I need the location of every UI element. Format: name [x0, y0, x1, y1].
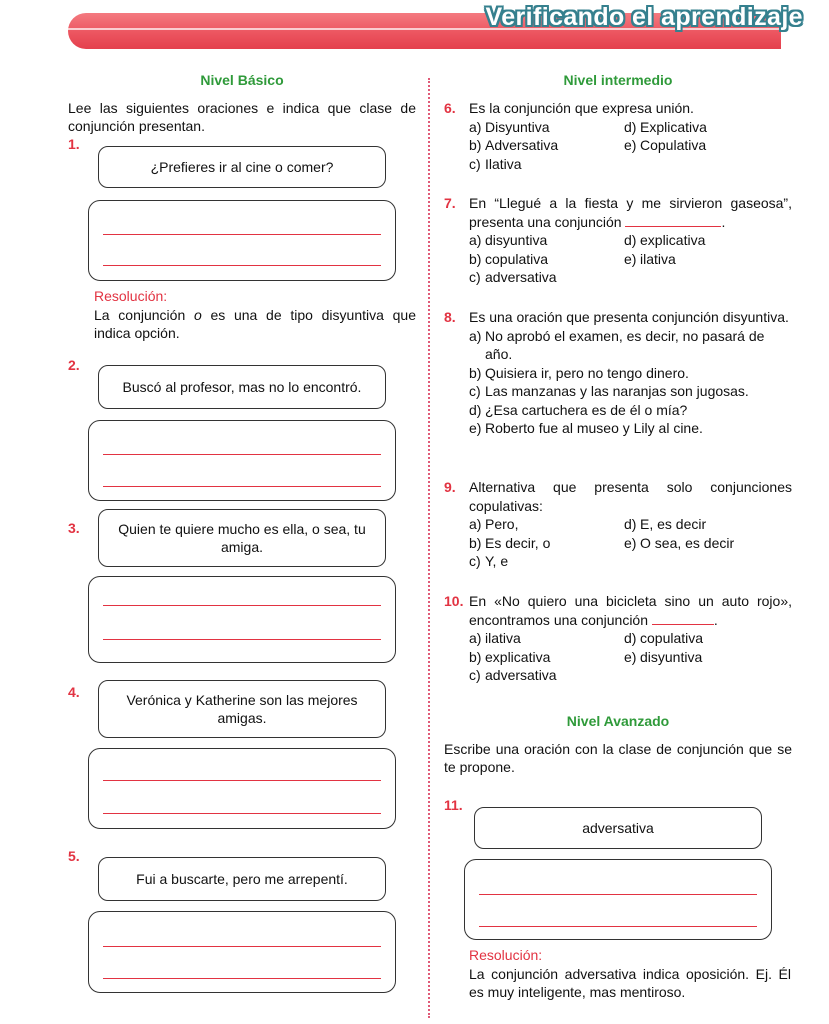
question-number: 7. [444, 195, 456, 211]
option[interactable]: e) O sea, es decir [624, 534, 735, 551]
fill-blank[interactable] [625, 214, 721, 227]
answer-line[interactable] [103, 813, 381, 814]
item-number: 5. [68, 848, 80, 864]
answer-line[interactable] [479, 926, 757, 927]
sentence-text: Quien te quiere mucho es ella, o sea, tu amiga. [118, 521, 366, 555]
sentence-box [98, 146, 386, 188]
answer-line[interactable] [103, 605, 381, 606]
conjunction-type: adversativa [582, 820, 654, 836]
answer-box[interactable] [88, 748, 396, 829]
question-8 [444, 308, 792, 438]
fill-blank[interactable] [652, 612, 714, 625]
answer-line[interactable] [103, 486, 381, 487]
sentence-box [98, 857, 386, 901]
answer-line[interactable] [103, 978, 381, 979]
option[interactable]: c) adversativa [469, 667, 557, 683]
answer-line[interactable] [103, 454, 381, 455]
item-number: 3. [68, 520, 80, 536]
option[interactable]: b) Adversativa [469, 137, 559, 153]
answer-box[interactable] [464, 859, 772, 940]
option[interactable]: a) ilativa [469, 630, 521, 646]
answer-box[interactable] [88, 576, 396, 663]
answer-line[interactable] [103, 234, 381, 235]
option[interactable]: c) Las manzanas y las naranjas son jugosas. [469, 383, 749, 399]
sentence-box [98, 365, 386, 409]
sentence-box [98, 680, 386, 738]
resolution-label: Resolución: [469, 947, 543, 963]
question-number: 9. [444, 479, 456, 495]
option[interactable]: d) copulativa [624, 630, 704, 646]
question-stem: En “Llegué a la fiesta y me sirvieron gaseosa”, presenta una conjunción . [469, 195, 792, 230]
option[interactable]: b) explicativa [469, 648, 551, 665]
option[interactable]: a) Disyuntiva [469, 118, 550, 135]
options-list [469, 327, 792, 438]
question-9 [444, 478, 792, 571]
option[interactable]: a) No aprobó el examen, es decir, no pasará de año. [469, 327, 765, 362]
question-number: 8. [444, 309, 456, 325]
question-number: 10. [444, 593, 464, 609]
option[interactable]: c) adversativa [469, 269, 557, 285]
answer-line[interactable] [479, 894, 757, 895]
resolution-text: La conjunción o es una de tipo disyuntiva que indica opción. [94, 307, 416, 341]
question-stem: Alternativa que presenta solo conjunciones copulativas: [469, 479, 792, 514]
question-stem: En «No quiero una bicicleta sino un auto rojo», encontramos una conjunción . [469, 593, 792, 628]
options-list [469, 515, 792, 571]
option[interactable]: a) disyuntiva [469, 232, 548, 248]
question-number: 6. [444, 100, 456, 116]
option[interactable]: e) ilativa [624, 250, 676, 267]
resolution-label: Resolución: [94, 288, 168, 304]
question-7 [444, 194, 792, 287]
option[interactable]: e) disyuntiva [624, 648, 703, 665]
advanced-level-heading: Nivel Avanzado [566, 713, 670, 729]
option[interactable]: e) Copulativa [624, 137, 707, 153]
item-number: 11. [444, 797, 463, 813]
answer-line[interactable] [103, 639, 381, 640]
sentence-text: Verónica y Katherine son las mejores amigas. [126, 692, 358, 726]
answer-line[interactable] [103, 946, 381, 947]
intermediate-level-heading: Nivel intermedio [563, 72, 673, 88]
option[interactable]: b) Quisiera ir, pero no tengo dinero. [469, 364, 689, 381]
sentence-box [98, 509, 386, 567]
item-number: 2. [68, 357, 80, 373]
answer-box[interactable] [88, 911, 396, 993]
item-number: 1. [68, 136, 80, 152]
options-list [469, 118, 792, 174]
answer-box[interactable] [88, 200, 396, 281]
option[interactable]: a) Pero, [469, 516, 519, 532]
column-divider [428, 78, 430, 1018]
page-title: Verificando el aprendizaje [485, 3, 803, 31]
option[interactable]: c) Y, e [469, 553, 509, 569]
question-6 [444, 99, 792, 173]
options-list [469, 231, 792, 287]
option[interactable]: d) ¿Esa cartuchera es de él o mía? [469, 401, 688, 418]
sentence-text: ¿Prefieres ir al cine o comer? [150, 159, 334, 175]
option[interactable]: d) explicativa [624, 232, 706, 248]
question-10 [444, 592, 792, 685]
option[interactable]: d) Explicativa [624, 118, 707, 135]
conjunction-type-box [474, 807, 762, 849]
sentence-text: Fui a buscarte, pero me arrepentí. [136, 871, 348, 887]
sentence-text: Buscó al profesor, mas no lo encontró. [122, 379, 362, 395]
advanced-instructions: Escribe una oración con la clase de conjunción que se te propone. [444, 741, 792, 775]
question-stem: Es la conjunción que expresa unión. [469, 100, 694, 116]
basic-instructions: Lee las siguientes oraciones e indica que clase de conjunción presentan. [68, 100, 416, 134]
option[interactable]: c) Ilativa [469, 155, 522, 172]
option[interactable]: b) copulativa [469, 250, 549, 267]
answer-line[interactable] [103, 780, 381, 781]
item-number: 4. [68, 684, 80, 700]
option[interactable]: b) Es decir, o [469, 534, 551, 551]
answer-line[interactable] [103, 265, 381, 266]
options-list [469, 629, 792, 685]
question-stem: Es una oración que presenta conjunción disyuntiva. [469, 309, 789, 325]
option[interactable]: e) Roberto fue al museo y Lily al cine. [469, 420, 703, 436]
resolution-text: La conjunción adversativa indica oposición. Ej. Él es muy inteligente, mas mentiroso. [469, 966, 791, 1000]
option[interactable]: d) E, es decir [624, 516, 707, 532]
basic-level-heading: Nivel Básico [200, 72, 284, 88]
answer-box[interactable] [88, 420, 396, 501]
